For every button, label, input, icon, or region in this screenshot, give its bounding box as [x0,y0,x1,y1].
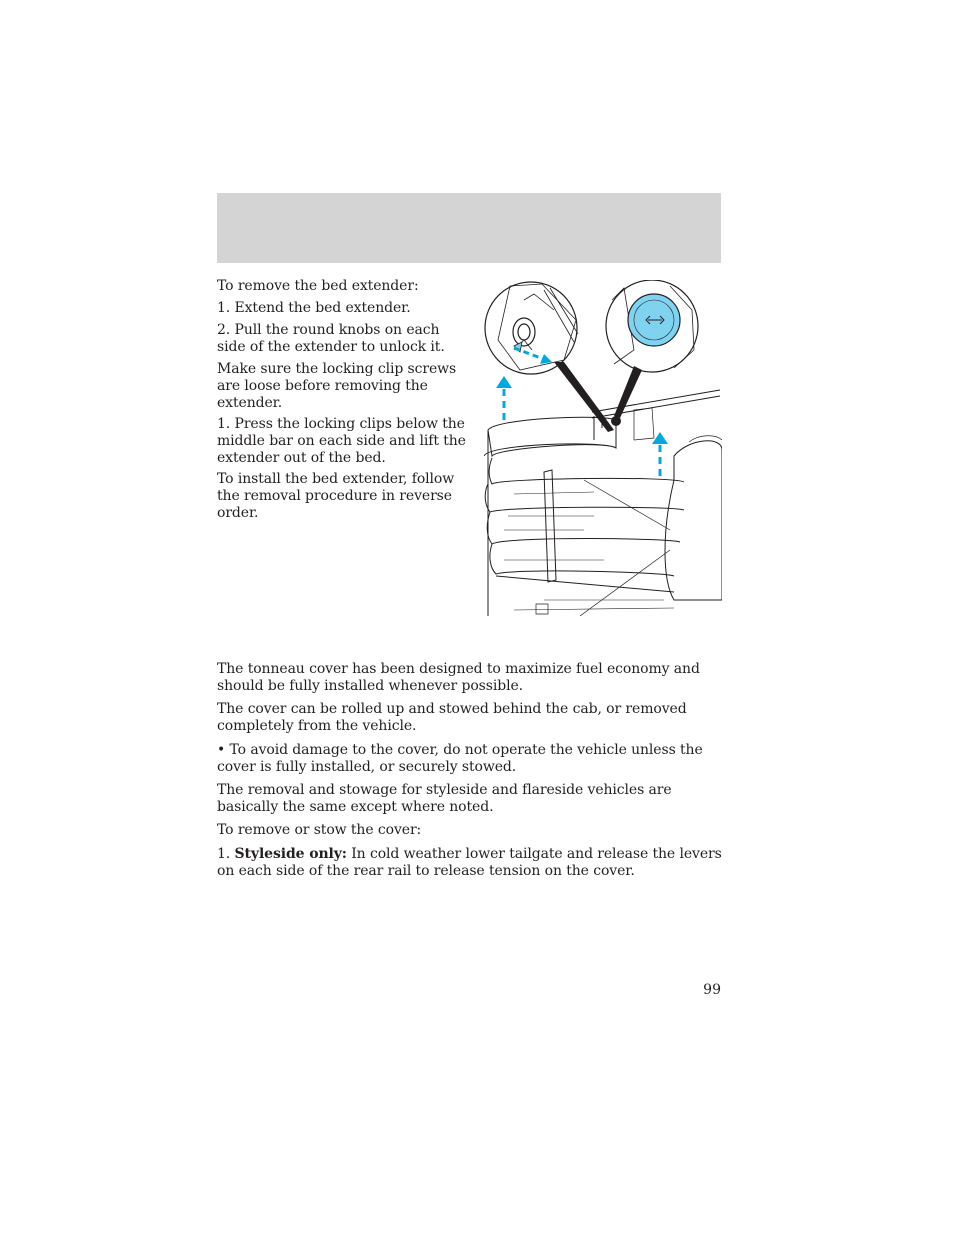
tonneau-step-1 [217,846,723,880]
knob-detail-inset [485,282,578,374]
bed-extender-install: To install the bed extender, follow the removal procedure in reverse order. [217,471,455,521]
step-bold-label: Styleside only: [234,846,347,862]
tonneau-remove-intro: To remove or stow the cover: [217,822,422,838]
tonneau-styleside-flareside: The removal and stowage for styleside and flareside vehicles are basically the same except where noted. [217,782,672,815]
tonneau-roll-up: The cover can be rolled up and stowed behind the cab, or removed completely from the vehicle. [217,701,687,734]
bed-extender-locking-clips: 1. Press the locking clips below the middle bar on each side and lift the extender out of the bed. [217,416,466,466]
header-band [217,193,721,263]
clip-detail-inset [606,280,698,372]
page-number: 99 [703,982,721,998]
lift-arrow-right [652,432,668,476]
lift-arrow-left [496,376,512,420]
bed-extender-step-1: 1. Extend the bed extender. [217,300,411,316]
step-number: 1. [217,846,231,862]
bed-extender-intro: To remove the bed extender: [217,278,419,294]
tonneau-warning-bullet: • To avoid damage to the cover, do not operate the vehicle unless the cover is fully installed, or securely stowed. [217,742,703,775]
step-text: In cold weather lower tailgate and release the levers on each side of the rear rail to release tension on the cover. [217,846,722,879]
inset-pointer-left [554,362,614,432]
bed-extender-note: Make sure the locking clip screws are loose before removing the extender. [217,361,457,411]
bed-extender-step-2: 2. Pull the round knobs on each side of the extender to unlock it. [217,322,445,355]
tonneau-intro: The tonneau cover has been designed to maximize fuel economy and should be fully installed whenever possible. [217,661,700,694]
bed-extender-illustration [484,280,722,616]
